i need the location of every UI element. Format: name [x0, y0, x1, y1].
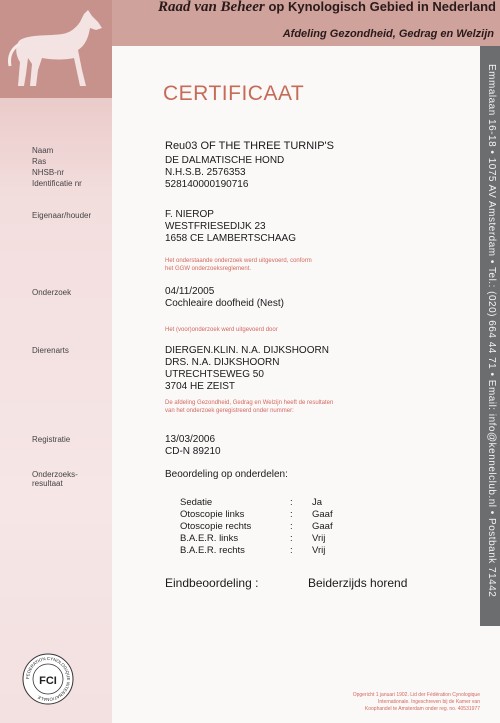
result-label: B.A.E.R. links: [180, 533, 239, 544]
label-registratie: Registratie: [32, 435, 71, 444]
result-row: B.A.E.R. links : Vrij: [180, 533, 326, 544]
organization-title: [112, 0, 500, 24]
dog-breed: DE DALMATISCHE HOND: [165, 155, 285, 166]
vet-line-2: DRS. N.A. DIJKSHOORN: [165, 357, 280, 368]
result-value: Gaaf: [312, 509, 333, 520]
exam-type: Cochleaire doofheid (Nest): [165, 298, 284, 309]
left-column: [0, 0, 112, 723]
organization-name-rest: op Kynologisch Gebied in Nederland: [268, 0, 496, 14]
dog-id: 528140000190716: [165, 179, 249, 190]
result-row: Otoscopie links : Gaaf: [180, 509, 333, 520]
vet-line-4: 3704 HE ZEIST: [165, 381, 236, 392]
note-registered-1: De afdeling Gezondheid, Gedrag en Welzijn heeft de resultaten: [165, 400, 334, 406]
result-label: Otoscopie links: [180, 509, 245, 520]
contact-strip-text-wrap: [480, 64, 500, 624]
note-registered-2: van het onderzoek geregistreerd onder nummer:: [165, 408, 294, 414]
final-assessment-label: Eindbeoordeling :: [165, 576, 259, 590]
label-naam: Naam: [32, 146, 54, 155]
dog-logo: [0, 0, 112, 98]
note-procedure-1: Het onderstaande onderzoek werd uitgevoerd, conform: [165, 258, 312, 264]
department-subtitle: Afdeling Gezondheid, Gedrag en Welzijn: [282, 28, 494, 40]
fci-seal: [22, 653, 74, 705]
result-label: Sedatie: [180, 497, 213, 508]
result-row: Otoscopie rechts : Gaaf: [180, 521, 333, 532]
final-assessment-value: Beiderzijds horend: [308, 576, 408, 590]
owner-street: WESTFRIESEDIJK 23: [165, 221, 266, 232]
label-resultaat-1: Onderzoeks-: [32, 470, 78, 479]
vet-line-3: UTRECHTSEWEG 50: [165, 369, 264, 380]
owner-city: 1658 CE LAMBERTSCHAAG: [165, 233, 296, 244]
result-label: Otoscopie rechts: [180, 521, 252, 532]
fci-seal-abbr: FCI: [39, 675, 57, 687]
footer-line-2: Internationale. Ingeschreven bij de Kamer van: [377, 699, 480, 705]
certificate-title: CERTIFICAAT: [163, 82, 305, 105]
vet-line-1: DIERGEN.KLIN. N.A. DIJKSHOORN: [165, 345, 329, 356]
result-value: Vrij: [312, 533, 326, 544]
label-eigenaar: Eigenaar/houder: [32, 211, 92, 220]
result-value: Gaaf: [312, 521, 333, 532]
owner-name: F. NIEROP: [165, 209, 214, 220]
result-label: B.A.E.R. rechts: [180, 545, 245, 556]
fci-seal-text: FEDERATION CYNOLOGIQUE INTERNATIONALE: [24, 655, 72, 703]
result-heading: Beoordeling op onderdelen:: [165, 469, 288, 480]
result-row: B.A.E.R. rechts : Vrij: [180, 545, 326, 556]
organization-name: Raad van Beheer: [158, 0, 265, 15]
note-performed-by: Het (voor)onderzoek werd uitgevoerd door: [165, 327, 278, 333]
footer-text: [322, 692, 480, 713]
exam-date: 04/11/2005: [165, 286, 215, 297]
label-resultaat-2: resultaat: [32, 479, 63, 488]
contact-strip-text: Emmalaan 16-18 • 1075 AV Amsterdam • Tel.: (020) 664 44 71 • Email: info@kennelclub.nl • Postbank 71442: [486, 64, 497, 598]
registration-number: CD-N 89210: [165, 446, 221, 457]
label-dierenarts: Dierenarts: [32, 346, 69, 355]
result-value: Ja: [312, 497, 323, 508]
dog-nhsb: N.H.S.B. 2576353: [165, 167, 246, 178]
label-identificatie: Identificatie nr: [32, 179, 82, 188]
note-procedure-2: het GGW onderzoeksreglement.: [165, 266, 252, 272]
label-onderzoek: Onderzoek: [32, 288, 72, 297]
result-value: Vrij: [312, 545, 326, 556]
footer-line-1: Opgericht 1 januari 1902. Lid der Fédération Cynologique: [352, 692, 480, 698]
result-row: Sedatie : Ja: [180, 497, 323, 508]
label-ras: Ras: [32, 157, 47, 166]
label-nhsb: NHSB-nr: [32, 168, 65, 177]
dog-name: Reu03 OF THE THREE TURNIP'S: [165, 140, 334, 152]
footer-line-3: Koophandel te Amsterdam onder reg. no. 40531977: [364, 706, 480, 712]
registration-date: 13/03/2006: [165, 434, 216, 445]
